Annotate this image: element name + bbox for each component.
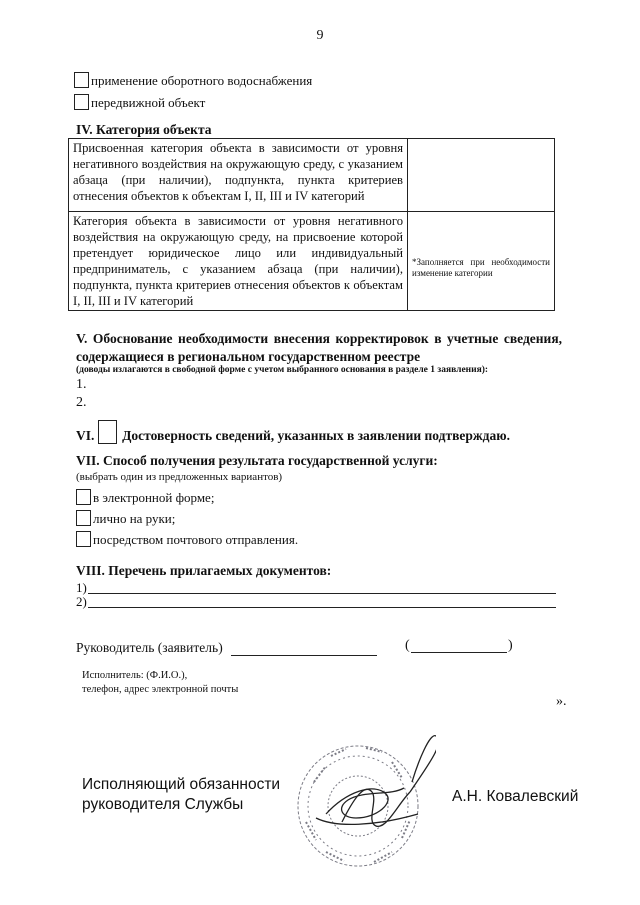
- official-title-line-2: руководителя Службы: [82, 796, 244, 813]
- checkbox-label: применение оборотного водоснабжения: [91, 73, 313, 88]
- checkbox-electronic[interactable]: [76, 489, 91, 505]
- category-current-label: Присвоенная категория объекта в зависимости от уровня негативного воздействия на окружающую среду, с указанием абзаца (при наличии), подпункта, пункта критериев отнесения объектов к объектам I, II, III и IV категорий: [69, 139, 408, 212]
- checkbox-mail[interactable]: [76, 531, 91, 547]
- category-current-value[interactable]: [408, 139, 555, 212]
- option-label: в электронной форме;: [93, 490, 215, 505]
- section6-row: [76, 420, 510, 444]
- seal-stamp: [298, 746, 418, 866]
- checkbox-row-recycled-water[interactable]: [74, 72, 312, 89]
- closing-quote: ».: [556, 694, 567, 709]
- checkbox-label: передвижной объект: [91, 95, 206, 110]
- head-label: Руководитель (заявитель): [76, 640, 223, 655]
- section5-item-1: 1.: [76, 377, 87, 392]
- option-label: посредством почтового отправления.: [93, 532, 299, 547]
- official-title-line-1: Исполняющий обязанности: [82, 776, 281, 793]
- official-seal-and-signature: [286, 722, 436, 882]
- checkbox-confirm[interactable]: [98, 420, 117, 444]
- option-label: лично на руки;: [93, 511, 176, 526]
- page-number: 9: [316, 28, 324, 43]
- document-line-2[interactable]: [76, 594, 556, 610]
- section6-text: Достоверность сведений, указанных в заявлении подтверждаю.: [122, 428, 510, 443]
- executor-line-1: Исполнитель: (Ф.И.О.),: [82, 670, 188, 681]
- official-name: А.Н. Ковалевский: [452, 788, 579, 805]
- paren-open: (: [405, 638, 410, 653]
- table-row: [69, 139, 555, 212]
- paren-close: ): [508, 638, 513, 653]
- document-item-2: 2): [76, 594, 87, 609]
- head-name-line[interactable]: [411, 652, 507, 653]
- section8-title: VIII. Перечень прилагаемых документов:: [76, 563, 332, 578]
- head-signature-row: [76, 640, 223, 656]
- table-row: [69, 212, 555, 311]
- option-electronic[interactable]: [76, 489, 214, 506]
- option-in-person[interactable]: [76, 510, 175, 527]
- category-note: *Заполняется при необходимости изменение категории: [412, 257, 550, 278]
- section4-title: IV. Категория объекта: [76, 122, 212, 137]
- section7-subtitle: (выбрать один из предложенных вариантов): [76, 471, 283, 483]
- checkbox-mobile-object[interactable]: [74, 94, 89, 110]
- document-item-1: 1): [76, 580, 87, 595]
- checkbox-in-person[interactable]: [76, 510, 91, 526]
- section7-title: VII. Способ получения результата государственной услуги:: [76, 453, 438, 468]
- section5-title: V. Обоснование необходимости внесения корректировок в учетные сведения, содержащиеся в региональном государственном реестре: [76, 331, 562, 364]
- checkbox-recycled-water[interactable]: [74, 72, 89, 88]
- category-claimed-label: Категория объекта в зависимости от уровня негативного воздействия на окружающую среду, на присвоение которой претендует юридическое лицо или индивидуальный предприниматель, с указанием абзаца (при наличии), подпункта, пункта критериев отнесения объектов к объектам I, II, III и IV категорий: [69, 212, 408, 311]
- executor-line-2: телефон, адрес электронной почты: [82, 684, 239, 695]
- head-signature-line[interactable]: [231, 655, 377, 656]
- category-table: [68, 138, 555, 311]
- section5-subtitle: (доводы излагаются в свободной форме с учетом выбранного основания в разделе 1 заявления):: [76, 365, 489, 375]
- document-line-2-rule: [88, 607, 556, 608]
- official-title: [82, 775, 280, 815]
- section5-item-2: 2.: [76, 395, 87, 410]
- checkbox-row-mobile-object[interactable]: [74, 94, 205, 111]
- section6-prefix: VI.: [76, 428, 95, 443]
- category-claimed-value[interactable]: [408, 212, 555, 311]
- option-mail[interactable]: [76, 531, 298, 548]
